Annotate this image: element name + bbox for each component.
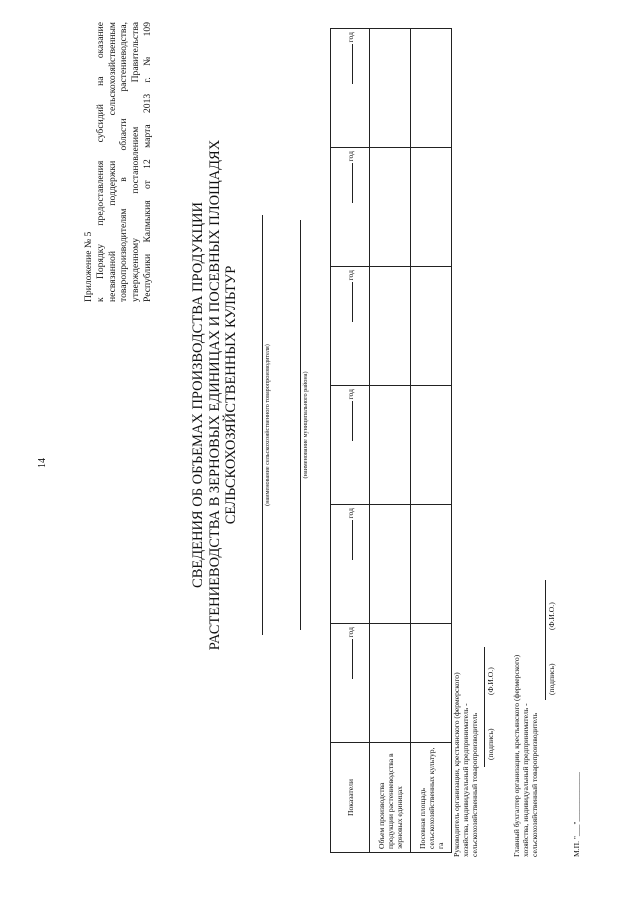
table-cell xyxy=(370,624,411,743)
appendix-line: несвязанной поддержки сельскохозяйственным xyxy=(106,22,118,302)
table-cell xyxy=(411,148,452,267)
head-name-label: (Ф.И.О.) xyxy=(486,667,495,695)
year-header: год xyxy=(331,386,370,505)
appendix-line: утвержденному постановлением Правительства xyxy=(130,22,142,302)
appendix-line: товаропроизводителям в области растениеводства, xyxy=(118,22,130,302)
indicator-production: Объем производства продукции растениеводства в зерновых единицах xyxy=(370,743,411,853)
appendix-line: Приложение № 5 xyxy=(83,231,94,302)
year-header: год xyxy=(331,505,370,624)
table-cell xyxy=(411,267,452,386)
table-cell xyxy=(411,624,452,743)
appendix-note xyxy=(83,22,154,302)
accountant-name-label: (Ф.И.О.) xyxy=(547,602,556,630)
stamp-place: М.П. "___"_____________ xyxy=(572,772,581,857)
document-title xyxy=(190,45,240,745)
year-header: год xyxy=(331,29,370,148)
table-cell xyxy=(411,386,452,505)
head-signature-label: (подпись) xyxy=(486,728,495,760)
appendix-line: к Порядку предоставления субсидий на оказание xyxy=(94,22,106,302)
accountant-signature-text: Главный бухгалтер организации, крестьянского (фермерского) хозяйства, индивидуальный предприниматель - сельскохозяйственный товаропроизводитель xyxy=(512,654,540,857)
producer-caption: (наименование сельскохозяйственного товаропроизводителя) xyxy=(264,344,271,506)
page-number: 14 xyxy=(37,458,48,468)
accountant-signature-line xyxy=(545,580,546,700)
table-cell xyxy=(370,148,411,267)
appendix-line: Республики Калмыкия от 12 марта 2013 г. № 109 xyxy=(141,22,153,302)
indicator-area: Посевная площадь сельскохозяйственных культур, га xyxy=(411,743,452,853)
table-row xyxy=(370,29,411,853)
table-cell xyxy=(370,386,411,505)
head-signature-text: Руководитель организации, крестьянского (фермерского) хозяйства, индивидуальный предприниматель - сельскохозяйственный товаропроизводитель xyxy=(452,672,480,857)
accountant-signature-label: (подпись) xyxy=(547,663,556,695)
table-row xyxy=(411,29,452,853)
table-cell xyxy=(370,505,411,624)
title-line: СВЕДЕНИЯ ОБ ОБЪЕМАХ ПРОИЗВОДСТВА ПРОДУКЦИИ xyxy=(190,202,206,588)
indicators-header: Показатели xyxy=(331,743,370,853)
district-caption: (наименование муниципального района) xyxy=(302,371,309,479)
table-cell xyxy=(411,29,452,148)
title-line: РАСТЕНИЕВОДСТВА В ЗЕРНОВЫХ ЕДИНИЦАХ И ПОСЕВНЫХ ПЛОЩАДЯХ xyxy=(206,139,223,651)
table-cell xyxy=(411,505,452,624)
data-table xyxy=(330,28,452,853)
year-header: год xyxy=(331,624,370,743)
head-signature-line xyxy=(484,647,485,767)
table-cell xyxy=(370,267,411,386)
title-line: СЕЛЬСКОХОЗЯЙСТВЕННЫХ КУЛЬТУР xyxy=(223,265,239,525)
year-header: год xyxy=(331,267,370,386)
year-header: год xyxy=(331,148,370,267)
producer-line xyxy=(262,215,263,635)
table-header-row xyxy=(331,29,370,853)
table-cell xyxy=(370,29,411,148)
district-line xyxy=(300,220,301,630)
